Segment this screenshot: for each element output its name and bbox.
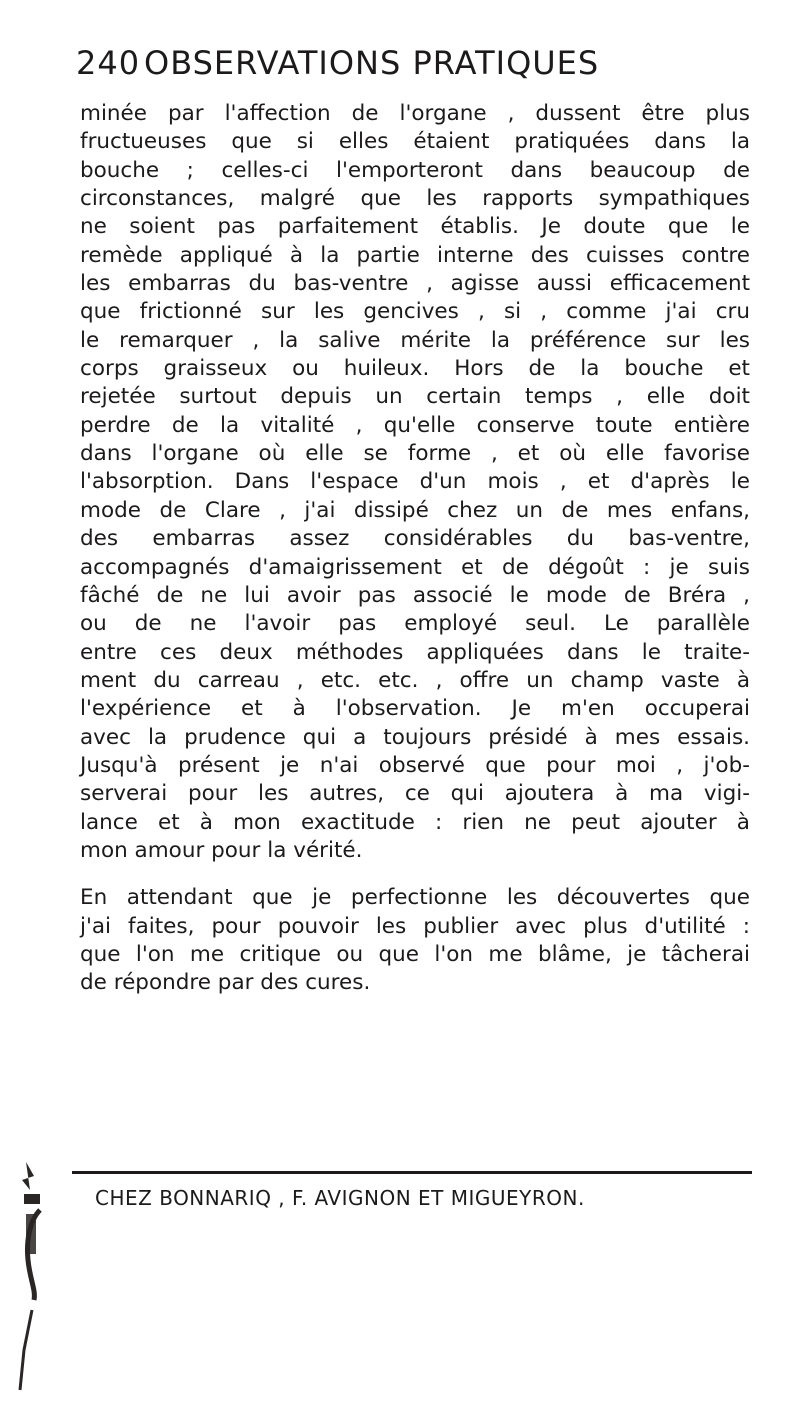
text-line: remède appliqué à la partie interne des cuisses contre [80,242,750,268]
text-line: avec la prudence qui a toujours présidé à mes essais. [80,724,750,750]
text-line: mode de Clare , j'ai dissipé chez un de mes enfans, [80,497,750,523]
text-line: j'ai faites, pour pouvoir les publier avec plus d'utilité : [80,913,750,939]
text-line: perdre de la vitalité , qu'elle conserve toute entière [80,412,750,438]
text-line: le remarquer , la salive mérite la préférence sur les [80,327,750,353]
text-line: bouche ; celles-ci l'emporteront dans beaucoup de [80,157,750,183]
text-line: que l'on me critique ou que l'on me blâme, je tâcherai [80,941,750,967]
printer-imprint: CHEZ BONNARIQ , F. AVIGNON ET MIGUEYRON. [95,1186,585,1210]
text-line: rejetée surtout depuis un certain temps , elle doit [80,384,750,410]
text-line: que frictionné sur les gencives , si , comme j'ai cru [80,299,750,325]
text-line: serverai pour les autres, ce qui ajoutera à ma vigi- [80,781,750,807]
library-stamp-mark [0,1150,42,1400]
paragraph-2 [80,884,750,997]
text-line: dans l'organe où elle se forme , et où elle favorise [80,441,750,467]
text-line: mon amour pour la vérité. [80,837,363,863]
text-line: accompagnés d'amaigrissement et de dégoût : je suis [80,554,750,580]
text-line: entre ces deux méthodes appliquées dans le traite- [80,639,750,665]
text-line: l'absorption. Dans l'espace d'un mois , et d'après le [80,469,750,495]
text-line: circonstances, malgré que les rapports sympathiques [80,186,750,212]
text-line: Jusqu'à présent je n'ai observé que pour moi , j'ob- [80,752,750,778]
text-line: ou de ne l'avoir pas employé seul. Le parallèle [80,611,750,637]
text-line: l'expérience et à l'observation. Je m'en occuperai [80,696,750,722]
text-line: fructueuses que si elles étaient pratiquées dans la [80,129,750,155]
footer-rule [72,1171,752,1174]
paragraph-1 [80,100,750,865]
text-line: corps graisseux ou huileux. Hors de la bouche et [80,356,750,382]
running-head: OBSERVATIONS PRATIQUES [144,44,600,82]
text-line: fâché de ne lui avoir pas associé le mode de Bréra , [80,582,750,608]
body-text [80,100,750,998]
text-line: de répondre par des cures. [80,970,371,996]
text-line: En attendant que je perfectionne les découvertes que [80,885,750,911]
page-header [76,44,746,88]
text-line: des embarras assez considérables du bas-ventre, [80,526,750,552]
page-number: 240 [76,44,141,82]
paragraph-spacer [80,865,750,884]
text-line: ment du carreau , etc. etc. , offre un champ vaste à [80,667,750,693]
text-line: les embarras du bas-ventre , agisse aussi efficacement [80,271,750,297]
text-line: lance et à mon exactitude : rien ne peut ajouter à [80,809,750,835]
text-line: ne soient pas parfaitement établis. Je doute que le [80,214,750,240]
text-line: minée par l'affection de l'organe , dussent être plus [80,101,750,126]
